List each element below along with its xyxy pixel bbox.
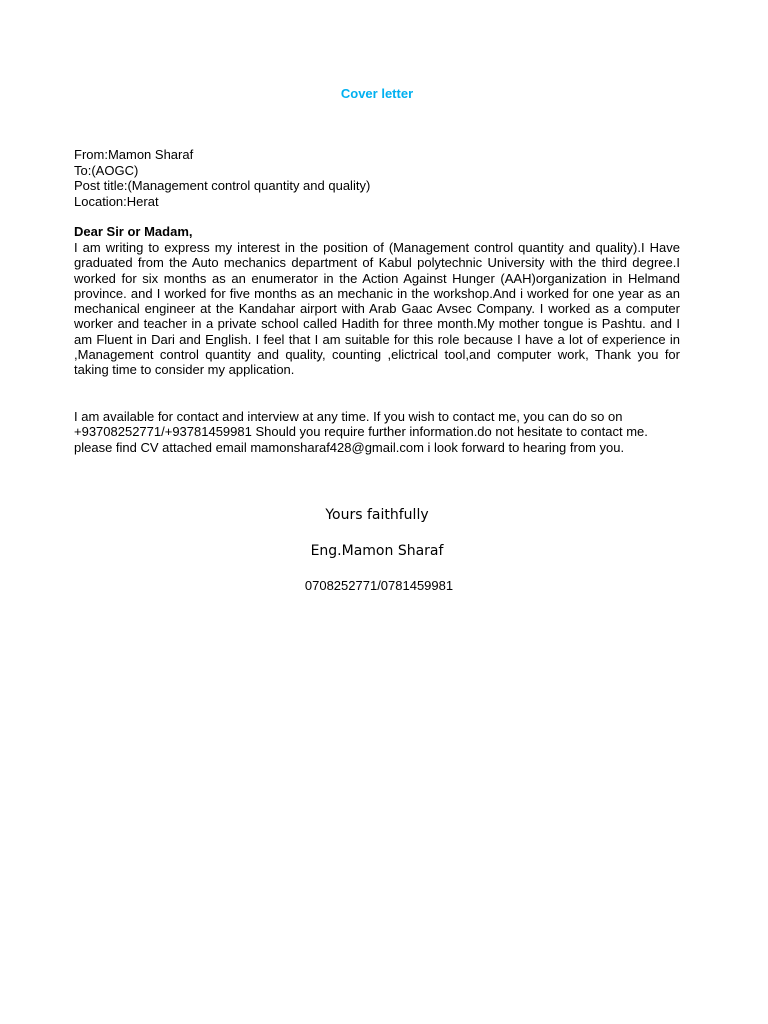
body-paragraph-1: I am writing to express my interest in the position of (Management control quantity and quality).I Have graduated from the Auto mechanics department of Kabul polytechnic University with the third degree.I worked for six months as an enumerator in the Action Against Hunger (AAH)organization in Helmand province. and I worked for five months as an mechanic in the workshop.And i worked for one year as an mechanical engineer at the Kandahar airport with Arab Gaac Avsec Company. I worked as a computer worker and teacher in a private school called Hadith for three month.My mother tongue is Pashtu. and I am Fluent in Dari and English. I feel that I am suitable for this role because I have a lot of experience in ,Management control quantity and quality, counting ,elictrical tool,and computer work, Thank you for taking time to consider my application. bbox=[74, 240, 680, 378]
from-line: From:Mamon Sharaf bbox=[74, 147, 194, 162]
signature-phones: 0708252771/0781459981 bbox=[304, 578, 454, 593]
page-title: Cover letter bbox=[340, 86, 414, 101]
letter-header bbox=[74, 147, 680, 209]
post-title-line: Post title:(Management control quantity and quality) bbox=[74, 178, 371, 193]
closing: Yours faithfully bbox=[325, 507, 429, 523]
location-line: Location:Herat bbox=[74, 193, 159, 209]
body-paragraph-2: I am available for contact and interview at any time. If you wish to contact me, you can do so on +93708252771/+93781459981 Should you require further information.do not hesitate to contact me. please find CV attached email mamonsharaf428@gmail.com i look forward to hearing from you. bbox=[74, 409, 648, 455]
salutation: Dear Sir or Madam, bbox=[74, 224, 193, 239]
to-line: To:(AOGC) bbox=[74, 162, 139, 178]
signature-name: Eng.Mamon Sharaf bbox=[310, 543, 444, 559]
